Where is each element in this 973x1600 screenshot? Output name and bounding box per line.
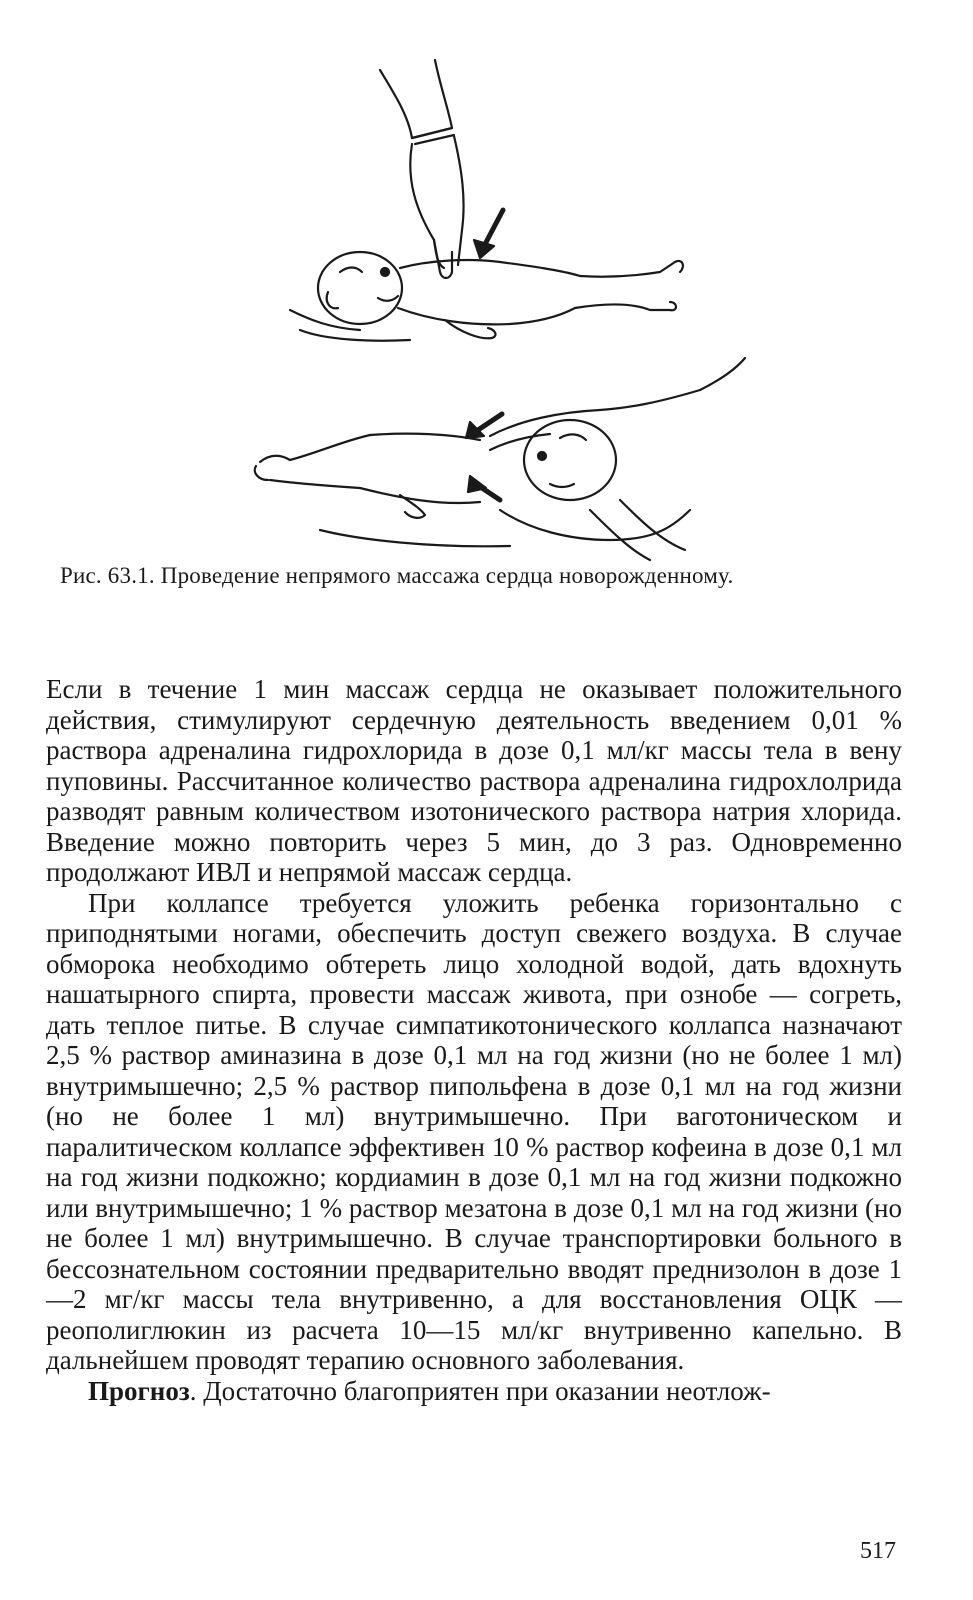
newborn-cpr-drawing	[230, 40, 750, 570]
two-finger-technique-scene	[290, 60, 683, 341]
paragraph-prognosis	[46, 1376, 902, 1407]
thumb-technique-scene	[255, 358, 745, 560]
paragraph-collapse: При коллапсе требуется уложить ребенка горизонтально с приподнятыми ногами, обеспечить доступ свежего воздуха. В случае обморока необходимо обтереть лицо холодной водой, дать вдохнуть нашатырного спирта, провести массаж живота, при ознобе — согреть, дать теплое питье. В случае симпатикотонического коллапса назначают 2,5 % раствор аминазина в дозе 0,1 мл на год жизни (но не более 1 мл) внутримышечно; 2,5 % раствор пипольфена в дозе 0,1 мл на год жизни (но не более 1 мл) внутримышечно. При ваготоническом и паралитическом коллапсе эффективен 10 % раствор кофеина в дозе 0,1 мл на год жизни подкожно; кордиамин в дозе 0,1 мл на год жизни подкожно или внутримышечно; 1 % раствор мезатона в дозе 0,1 мл на год жизни (но не более 1 мл) внутримышечно. В случае транспортировки больного в бессознательном состоянии предварительно вводят преднизолон в дозе 1—2 мг/кг массы тела внутривенно, а для восстановления ОЦК — реополиглюкин из расчета 10—15 мл/кг внутривенно капельно. В дальнейшем проводят терапию основного заболевания.	[46, 887, 902, 1375]
cpr-illustration	[230, 40, 750, 570]
paragraph-adrenaline: Если в течение 1 мин массаж сердца не оказывает положительного действия, стимулируют сердечную деятельность введением 0,01 % раствора адреналина гидрохлорида в дозе 0,1 мл/кг массы тела в вену пуповины. Рассчитанное количество раствора адреналина гидрохлолрида разводят равным количеством изотонического раствора натрия хлорида. Введение можно повторить через 5 мин, до 3 раз. Одновременно продолжают ИВЛ и непрямой массаж сердца.	[46, 674, 902, 887]
page-number: 517	[860, 1538, 896, 1564]
figure-caption: Рис. 63.1. Проведение непрямого массажа сердца новорожденному.	[60, 563, 734, 588]
prognosis-text: . Достаточно благоприятен при оказании неотлож-	[189, 1375, 771, 1406]
prognosis-heading: Прогноз	[88, 1375, 190, 1406]
body-text	[46, 674, 902, 1406]
